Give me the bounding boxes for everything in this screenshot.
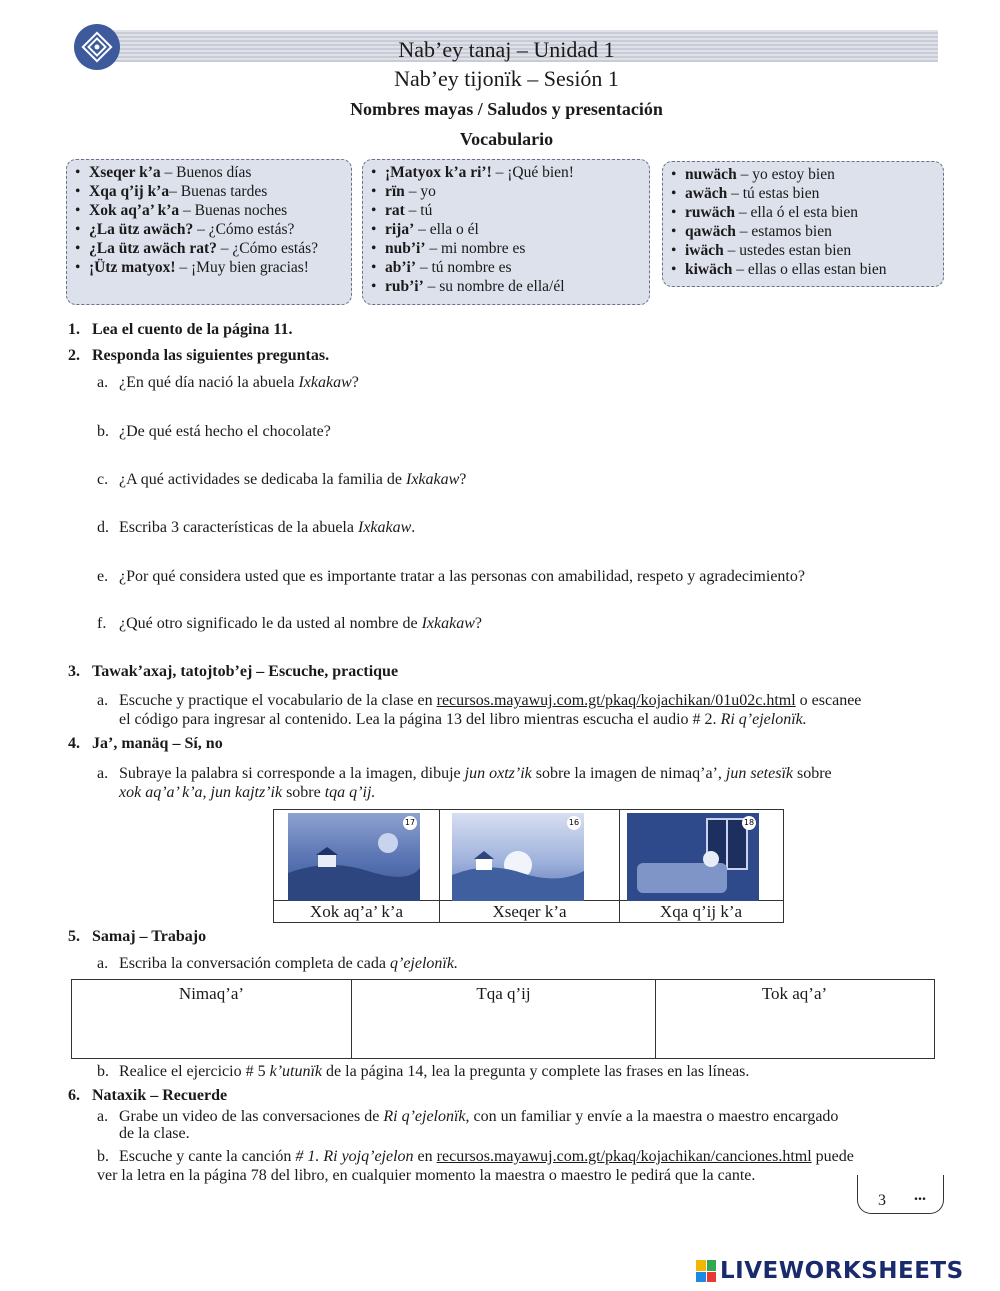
- bedtime-image[interactable]: [627, 813, 759, 901]
- vocab-term: ruwäch: [685, 204, 735, 221]
- vocab-item: [75, 182, 343, 201]
- picture-label-2[interactable]: Xseqer k’a: [492, 902, 567, 921]
- vocab-item: [75, 239, 343, 258]
- picture-label-3[interactable]: Xqa q’ij k’a: [659, 902, 743, 921]
- vocab-item: [75, 201, 343, 220]
- image-badge-17: 17: [403, 816, 417, 830]
- vocab-item: [371, 277, 641, 296]
- question-3: 3. Tawak’axaj, tatojtob’ej – Escuche, practique: [68, 663, 399, 680]
- vocab-item: [671, 203, 935, 222]
- question-1: 1. Lea el cuento de la página 11.: [68, 321, 293, 338]
- question-2b: b. ¿De qué está hecho el chocolate?: [97, 423, 331, 440]
- question-4: 4. Ja’, manäq – Sí, no: [68, 735, 223, 752]
- vocab-definition: – Buenas tardes: [169, 183, 268, 200]
- picture-label-1[interactable]: Xok aq’a’ k’a: [309, 902, 404, 921]
- session-title: Nab’ey tijonïk – Sesión 1: [394, 66, 619, 91]
- vocab-term: Xqa q’ij k’a: [89, 183, 170, 200]
- vocab-term: qawäch: [685, 223, 736, 240]
- conversation-cell-afternoon[interactable]: [352, 980, 656, 1058]
- vocab-title: Vocabulario: [459, 129, 554, 149]
- vocab-term: ab’i’: [385, 259, 416, 276]
- liveworksheets-logo-icon: [696, 1260, 716, 1282]
- vocab-definition: – ellas o ellas estan bien: [732, 261, 887, 278]
- vocab-term: rïn: [385, 183, 405, 200]
- conversation-cell-night[interactable]: [656, 980, 933, 1058]
- conversation-cell-morning[interactable]: [72, 980, 352, 1058]
- vocab-box-states: [662, 161, 944, 287]
- vocab-item: [371, 220, 641, 239]
- question-2a: a. ¿En qué día nació la abuela Ixkakaw?: [97, 374, 359, 391]
- vocab-definition: – mi nombre es: [425, 240, 526, 257]
- vocab-definition: – su nombre de ella/él: [423, 278, 565, 295]
- vocab-item: [75, 258, 343, 277]
- vocab-definition: – tú: [404, 202, 433, 219]
- page-dots: ...: [914, 1187, 926, 1204]
- question-6a: a. Grabe un video de las conversaciones de Ri q’ejelonïk, con un familiar y envíe a la maestra o maestro encargado de la clase.: [97, 1108, 839, 1142]
- vocab-definition: – yo estoy bien: [736, 166, 835, 183]
- vocab-item: [671, 165, 935, 184]
- vocab-definition: – ¿Cómo estás?: [216, 240, 319, 257]
- question-2e: e. ¿Por qué considera usted que es importante tratar a las personas con amabilidad, respeto y agradecimiento?: [97, 568, 805, 585]
- vocab-definition: – ¡Qué bien!: [491, 164, 574, 181]
- vocab-term: Xseqer k’a: [89, 164, 161, 181]
- picture-strip: [273, 809, 784, 923]
- question-4a: a. Subraye la palabra si corresponde a la imagen, dibuje jun oxtz’ik sobre la imagen de nimaq’a’, jun setesïk sobre xok aq’a’ k’a, jun kajtz’ik sobre tqa q’ij.: [97, 765, 832, 801]
- vocab-definition: – tú estas bien: [727, 185, 820, 202]
- question-6: 6. Nataxik – Recuerde: [68, 1087, 228, 1104]
- question-3a: a. Escuche y practique el vocabulario de la clase en recursos.mayawuj.com.gt/pkaq/kojachikan/01u02c.html o escanee el código para ingresar al contenido. Lea la página 13 del libro mientras escucha el audio # 2. Ri q’ejelonïk.: [97, 692, 862, 728]
- vocab-item: [371, 239, 641, 258]
- conversation-table: [71, 979, 935, 1059]
- vocab-term: rub’i’: [385, 278, 424, 295]
- vocab-definition: – Buenas noches: [179, 202, 288, 219]
- vocab-term: ¡Ütz matyox!: [89, 259, 176, 276]
- vocab-definition: – tú nombre es: [416, 259, 512, 276]
- vocab-item: [371, 258, 641, 277]
- vocab-term: awäch: [685, 185, 728, 202]
- question-6b: b. Escuche y cante la canción # 1. Ri yojq’ejelon en recursos.mayawuj.com.gt/pkaq/kojachikan/canciones.html puede ver la letra en la página 78 del libro, en cualquier momento la maestra o maestro le pedirá que la cante.: [97, 1148, 854, 1184]
- vocab-item: [671, 222, 935, 241]
- vocab-definition: – ¿Cómo estás?: [193, 221, 295, 238]
- question-2f: f. ¿Qué otro significado le da usted al nombre de Ixkakaw?: [97, 615, 482, 632]
- vocab-term: Xok aq’a’ k’a: [89, 202, 180, 219]
- vocab-term: ¿La ütz awäch?: [89, 221, 194, 238]
- vocab-item: [671, 260, 935, 279]
- song-link[interactable]: recursos.mayawuj.com.gt/pkaq/kojachikan/canciones.html: [436, 1148, 812, 1165]
- column-nimaqa: Nimaq’a’: [178, 984, 245, 1003]
- vocab-definition: – ¡Muy bien gracias!: [175, 259, 309, 276]
- vocab-item: [371, 201, 641, 220]
- column-tokaqa: Tok aq’a’: [761, 984, 828, 1003]
- vocab-term: ¡Matyox k’a ri’!: [385, 164, 492, 181]
- question-2: 2. Responda las siguientes preguntas.: [68, 347, 330, 364]
- vocab-box-pronouns: [362, 159, 650, 305]
- question-5: 5. Samaj – Trabajo: [68, 928, 207, 945]
- unit-title: Nab’ey tanaj – Unidad 1: [398, 37, 615, 62]
- vocab-definition: – yo: [404, 183, 436, 200]
- vocab-item: [75, 163, 343, 182]
- page-number-box: [857, 1175, 944, 1214]
- vocab-term: iwäch: [685, 242, 724, 259]
- vocab-definition: – ella ó el esta bien: [734, 204, 859, 221]
- night-landscape-image[interactable]: [288, 813, 420, 901]
- footer-brand-text: LIVEWORKSHEETS: [720, 1258, 964, 1284]
- vocab-term: nub’i’: [385, 240, 426, 257]
- page-number: 3: [878, 1192, 886, 1209]
- vocab-term: rat: [385, 202, 405, 219]
- vocab-term: rija’: [385, 221, 415, 238]
- question-2c: c. ¿A qué actividades se dedicaba la familia de Ixkakaw?: [97, 471, 467, 488]
- question-5a: a. Escriba la conversación completa de cada q’ejelonïk.: [97, 955, 458, 972]
- vocab-item: [371, 163, 641, 182]
- topic-title: Nombres mayas / Saludos y presentación: [350, 99, 663, 119]
- vocab-definition: – ella o él: [414, 221, 479, 238]
- vocab-term: ¿La ütz awäch rat?: [89, 240, 217, 257]
- vocab-definition: – Buenos días: [160, 164, 252, 181]
- liveworksheets-brand[interactable]: [696, 1258, 964, 1284]
- vocab-term: nuwäch: [685, 166, 737, 183]
- question-2d: d. Escriba 3 características de la abuela Ixkakaw.: [97, 519, 416, 536]
- column-tqaqij: Tqa q’ij: [476, 984, 531, 1003]
- vocab-item: [671, 184, 935, 203]
- vocab-box-greetings: [66, 159, 352, 305]
- question-5b: b. Realice el ejercicio # 5 k’utunïk de la página 14, lea la pregunta y complete las frases en las líneas.: [97, 1063, 750, 1080]
- vocab-definition: – estamos bien: [735, 223, 832, 240]
- morning-landscape-image[interactable]: [452, 813, 584, 901]
- image-badge-18: 18: [742, 816, 756, 830]
- image-badge-16: 16: [567, 816, 581, 830]
- vocab-item: [671, 241, 935, 260]
- vocab-audio-link[interactable]: recursos.mayawuj.com.gt/pkaq/kojachikan/01u02c.html: [436, 692, 796, 709]
- vocab-item: [371, 182, 641, 201]
- vocab-definition: – ustedes estan bien: [723, 242, 852, 259]
- vocab-term: kiwäch: [685, 261, 733, 278]
- vocab-item: [75, 220, 343, 239]
